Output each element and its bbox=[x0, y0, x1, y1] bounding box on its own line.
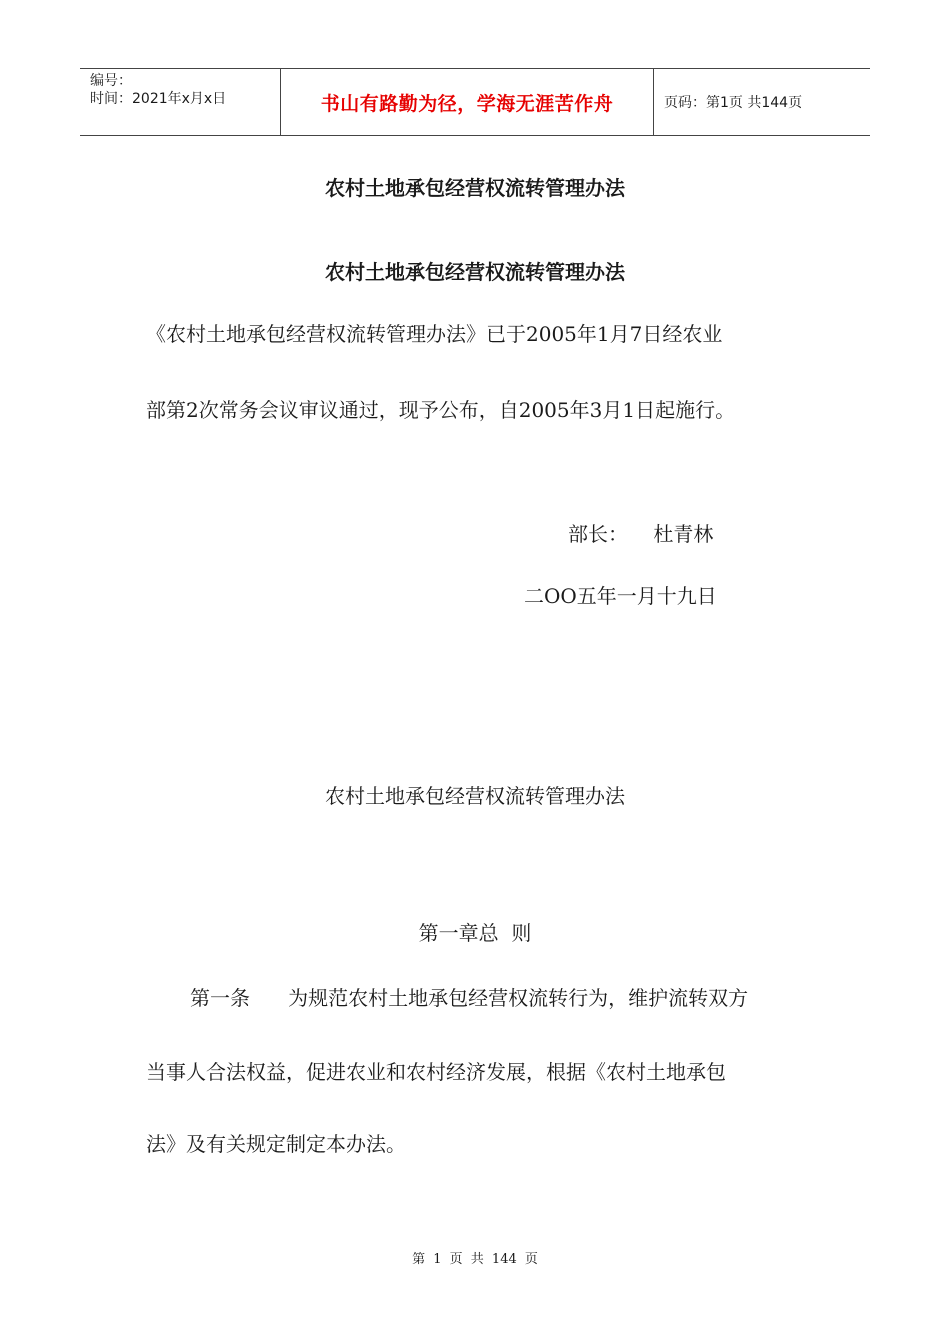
number-label: 编号： bbox=[90, 73, 132, 89]
preamble-line-2: 部第2次常务会议审议通过，现予公布，自2005年3月1日起施行。 bbox=[146, 398, 736, 422]
article-1-line-1: 第一条 为规范农村土地承包经营权流转行为，维护流转双方 bbox=[190, 986, 749, 1010]
time-label: 时间：2021年x月x日 bbox=[90, 91, 227, 107]
header-motto-cell bbox=[281, 69, 654, 135]
header-table bbox=[80, 68, 870, 136]
document-subtitle: 农村土地承包经营权流转管理办法 bbox=[325, 260, 625, 284]
page-info: 页码：第1页 共144页 bbox=[664, 95, 803, 111]
motto-text: 书山有路勤为径，学海无涯苦作舟 bbox=[320, 92, 614, 115]
page-footer: 第 1 页 共 144 页 bbox=[412, 1252, 538, 1267]
body-title: 农村土地承包经营权流转管理办法 bbox=[325, 784, 625, 808]
article-1-line-2: 当事人合法权益，促进农业和农村经济发展，根据《农村土地承包 bbox=[146, 1060, 726, 1084]
preamble-line-1: 《农村土地承包经营权流转管理办法》已于2005年1月7日经农业 bbox=[146, 322, 723, 346]
article-1-line-3: 法》及有关规定制定本办法。 bbox=[146, 1132, 406, 1156]
header-page-cell bbox=[654, 69, 870, 135]
chapter-heading: 第一章总 则 bbox=[418, 921, 532, 945]
document-title: 农村土地承包经营权流转管理办法 bbox=[325, 176, 625, 200]
signature: 部长： 杜青林 bbox=[568, 522, 714, 546]
header-meta-cell bbox=[80, 69, 281, 135]
signing-date: 二OO五年一月十九日 bbox=[524, 584, 717, 608]
